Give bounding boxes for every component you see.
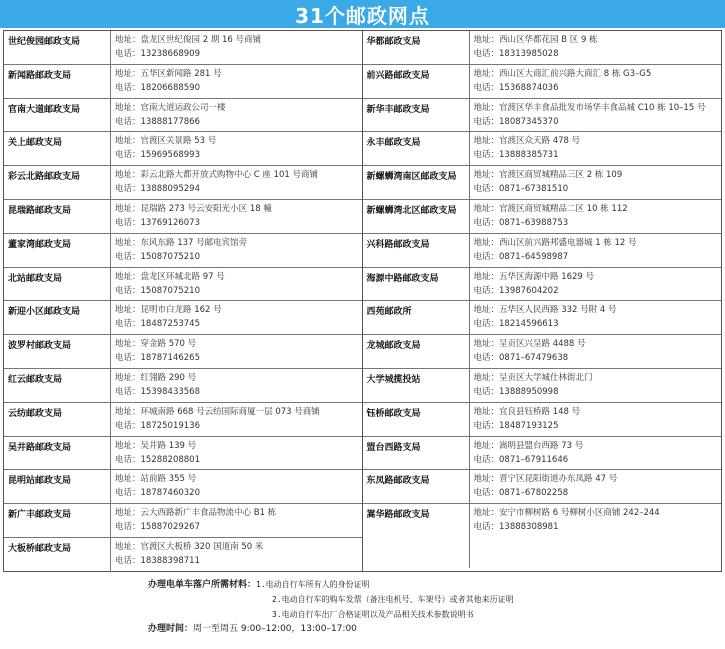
- office-phone: 电话：13987604202: [473, 285, 559, 296]
- material-item: 1.电动自行车所有人的身份证明: [256, 580, 370, 589]
- office-info: [470, 268, 722, 301]
- office-info: [470, 437, 722, 470]
- office-info: [111, 200, 362, 233]
- office-name: 盟台西路支局: [363, 437, 470, 470]
- office-phone: 电话：0871–67479638: [473, 353, 569, 364]
- office-address: 地址：吴井路 139 号: [115, 440, 197, 451]
- office-name: 波罗村邮政支局: [4, 335, 111, 368]
- office-info: [111, 31, 362, 64]
- office-address: 地址：穿金路 570 号: [115, 339, 197, 350]
- office-column-right: [363, 31, 722, 571]
- office-info: [470, 31, 722, 64]
- office-address: 地址：站前路 355 号: [115, 474, 197, 485]
- office-address: 地址：官渡区大板桥 320 国道南 50 米: [115, 541, 264, 552]
- office-row: [4, 403, 362, 437]
- office-address: 地址：西山区前兴路邦盛电器城 1 栋 12 号: [473, 237, 637, 248]
- office-name: 兴科路邮政支局: [363, 234, 470, 267]
- office-row: [4, 132, 362, 166]
- office-info: [470, 369, 722, 402]
- office-address: 地址：环城南路 668 号云纺国际商厦一层 073 号商铺: [115, 406, 320, 417]
- office-address: 地址：盘龙区世纪俊园 2 期 16 号商铺: [115, 35, 262, 45]
- office-row: [363, 268, 722, 302]
- hours-label: 办理时间：: [148, 624, 194, 634]
- materials-line: [148, 607, 718, 622]
- office-address: 地址：东风东路 137 号邮电宾馆旁: [115, 237, 248, 248]
- office-name: 新迎小区邮政支局: [4, 301, 111, 334]
- office-phone: 电话：15969568993: [115, 150, 200, 161]
- office-row: [4, 504, 362, 538]
- office-info: [111, 538, 362, 572]
- office-column-left: [4, 31, 363, 571]
- materials-line: [148, 592, 718, 607]
- page-title: 31个邮政网点: [295, 3, 430, 28]
- office-address: 地址：五华区新闻路 281 号: [115, 68, 222, 79]
- office-name: 龙城邮政支局: [363, 335, 470, 368]
- office-address: 地址：嵩明县盟台西路 73 号: [473, 440, 584, 451]
- office-info: [470, 470, 722, 503]
- office-info: [111, 234, 362, 267]
- office-address: 地址：呈贡区大学城仕林街北门: [473, 372, 593, 383]
- office-name: 大板桥邮政支局: [4, 538, 111, 572]
- office-phone: 电话：18313985028: [473, 49, 559, 59]
- office-table: [3, 30, 722, 572]
- office-name: 永丰邮政支局: [363, 132, 470, 165]
- office-address: 地址：官渡区商贸城精品三区 2 栋 109: [473, 170, 623, 181]
- office-row: [4, 166, 362, 200]
- office-info: [111, 369, 362, 402]
- office-info: [470, 200, 722, 233]
- office-row: [363, 369, 722, 403]
- office-row: [363, 99, 722, 133]
- office-row: [363, 335, 722, 369]
- office-address: 地址：安宁市柳树路 6 号柳树小区商铺 242–244: [473, 508, 660, 519]
- office-info: [111, 65, 362, 98]
- office-row: [4, 335, 362, 369]
- office-phone: 电话：13888177866: [115, 116, 200, 127]
- office-name: 西苑邮政所: [363, 301, 470, 334]
- office-info: [470, 504, 722, 568]
- office-address: 地址：晋宁区昆阳街道办东凤路 47 号: [473, 474, 618, 485]
- office-name: 前兴路邮政支局: [363, 65, 470, 98]
- office-row: [363, 403, 722, 437]
- office-row: [363, 301, 722, 335]
- office-info: [470, 166, 722, 199]
- office-row: [363, 200, 722, 234]
- office-info: [470, 335, 722, 368]
- office-address: 地址：盘龙区环城北路 97 号: [115, 271, 225, 282]
- office-phone: 电话：0871–67911646: [473, 454, 569, 465]
- office-phone: 电话：15087075210: [115, 285, 200, 296]
- office-info: [111, 166, 362, 199]
- office-info: [111, 470, 362, 503]
- office-phone: 电话：18787460320: [115, 488, 200, 499]
- footer-notes: [148, 577, 718, 637]
- office-info: [111, 437, 362, 470]
- office-name: 董家湾邮政支局: [4, 234, 111, 267]
- office-address: 地址：官渡区商贸城精品二区 10 栋 112: [473, 203, 628, 214]
- office-phone: 电话：18487253745: [115, 319, 200, 330]
- office-info: [470, 234, 722, 267]
- office-name: 新螺蛳湾南区邮政支局: [363, 166, 470, 199]
- title-banner: [0, 0, 725, 28]
- office-name: 新闻路邮政支局: [4, 65, 111, 98]
- office-phone: 电话：0871–67381510: [473, 184, 569, 195]
- office-row: [4, 301, 362, 335]
- office-phone: 电话：15288208801: [115, 454, 200, 465]
- office-name: 嵩华路邮政支局: [363, 504, 470, 568]
- office-row: [363, 504, 722, 568]
- office-phone: 电话：13888095294: [115, 184, 200, 195]
- office-row: [4, 200, 362, 234]
- office-row: [363, 132, 722, 166]
- office-phone: 电话：18087345370: [473, 116, 559, 127]
- office-info: [111, 335, 362, 368]
- office-info: [111, 132, 362, 165]
- office-row: [4, 234, 362, 268]
- office-name: 昆明站邮政支局: [4, 470, 111, 503]
- office-name: 华都邮政支局: [363, 31, 470, 64]
- office-phone: 电话：15087075210: [115, 251, 200, 262]
- office-name: 红云邮政支局: [4, 369, 111, 402]
- office-phone: 电话：13769126073: [115, 217, 200, 228]
- office-address: 地址：五华区海源中路 1629 号: [473, 271, 595, 282]
- office-name: 新螺蛳湾北区邮政支局: [363, 200, 470, 233]
- office-row: [4, 470, 362, 504]
- office-address: 地址：西山区大商汇前兴路大商汇 8 栋 G3–G5: [473, 68, 652, 79]
- office-phone: 电话：18206688590: [115, 82, 200, 93]
- office-phone: 电话：13888950998: [473, 386, 559, 397]
- office-phone: 电话：13888308981: [473, 522, 559, 533]
- materials-label: 办理电单车落户所需材料：: [148, 580, 257, 590]
- office-row: [4, 65, 362, 99]
- office-info: [111, 504, 362, 537]
- office-row: [363, 234, 722, 268]
- office-name: 彩云北路邮政支局: [4, 166, 111, 199]
- office-name: 云纺邮政支局: [4, 403, 111, 436]
- office-row: [363, 166, 722, 200]
- office-phone: 电话：15398433568: [115, 386, 200, 397]
- office-info: [470, 403, 722, 436]
- office-info: [111, 301, 362, 334]
- office-address: 地址：彩云北路大都开放式购物中心 C 座 101 号商铺: [115, 170, 318, 181]
- office-row: [363, 65, 722, 99]
- office-address: 地址：官渡区华丰食品批发市场华丰食品城 C10 栋 10–15 号: [473, 102, 706, 113]
- office-address: 地址：西山区华都花园 B 区 9 栋: [473, 35, 598, 45]
- office-row: [363, 31, 722, 65]
- office-name: 关上邮政支局: [4, 132, 111, 165]
- office-address: 地址：官渡区众天路 478 号: [473, 136, 581, 147]
- hours-line: [148, 622, 718, 637]
- office-name: 钰桥邮政支局: [363, 403, 470, 436]
- office-info: [111, 403, 362, 436]
- office-address: 地址：五华区人民西路 332 号附 4 号: [473, 305, 617, 316]
- office-info: [470, 99, 722, 132]
- office-address: 地址：宜良县钰桥路 148 号: [473, 406, 581, 417]
- office-name: 东凤路邮政支局: [363, 470, 470, 503]
- office-name: 世纪俊园邮政支局: [4, 31, 111, 64]
- office-name: 昆瑞路邮政支局: [4, 200, 111, 233]
- office-row: [363, 470, 722, 504]
- office-row: [363, 437, 722, 471]
- office-address: 地址：红翎路 290 号: [115, 372, 197, 383]
- office-phone: 电话：15887029267: [115, 522, 200, 533]
- office-name: 吴井路邮政支局: [4, 437, 111, 470]
- office-phone: 电话：0871–64598987: [473, 251, 569, 262]
- office-row: [4, 369, 362, 403]
- office-row: [4, 538, 362, 572]
- office-address: 地址：昆瑞路 273 号云安阳光小区 18 幢: [115, 203, 272, 214]
- office-phone: 电话：18388398711: [115, 555, 200, 566]
- office-info: [470, 132, 722, 165]
- office-name: 北站邮政支局: [4, 268, 111, 301]
- office-name: 新华丰邮政支局: [363, 99, 470, 132]
- office-address: 地址：官南大道运政公司一楼: [115, 102, 226, 113]
- office-phone: 电话：15368874036: [473, 82, 559, 93]
- office-address: 地址：云大西路新广丰食品物流中心 B1 栋: [115, 508, 277, 519]
- office-name: 大学城揽投站: [363, 369, 470, 402]
- office-info: [470, 65, 722, 98]
- office-info: [111, 99, 362, 132]
- office-phone: 电话：18214596613: [473, 319, 559, 330]
- office-phone: 电话：13238668909: [115, 49, 200, 59]
- material-item: 2.电动自行车的购车发票（备注电机号、车架号）或者其他来历证明: [272, 595, 514, 604]
- material-item: 3.电动自行车出厂合格证明以及产品相关技术参数说明书: [272, 610, 474, 619]
- office-row: [4, 268, 362, 302]
- materials-line: [148, 577, 718, 592]
- office-row: [4, 31, 362, 65]
- office-address: 地址：昆明市白龙路 162 号: [115, 305, 222, 316]
- office-phone: 电话：18487193125: [473, 420, 559, 431]
- office-name: 海源中路邮政支局: [363, 268, 470, 301]
- office-name: 新广丰邮政支局: [4, 504, 111, 537]
- office-row: [4, 437, 362, 471]
- office-row: [4, 99, 362, 133]
- office-phone: 电话：0871–67802258: [473, 488, 569, 499]
- office-phone: 电话：13888385731: [473, 150, 559, 161]
- office-address: 地址：官渡区关景路 53 号: [115, 136, 217, 147]
- office-address: 地址：呈贡区兴呈路 4488 号: [473, 339, 586, 350]
- hours-value: 周一至周五 9:00–12:00，13:00–17:00: [193, 624, 357, 634]
- office-info: [111, 268, 362, 301]
- office-phone: 电话：18725019136: [115, 420, 200, 431]
- office-name: 官南大道邮政支局: [4, 99, 111, 132]
- office-info: [470, 301, 722, 334]
- office-phone: 电话：0871–63988753: [473, 217, 569, 228]
- office-phone: 电话：18787146265: [115, 353, 200, 364]
